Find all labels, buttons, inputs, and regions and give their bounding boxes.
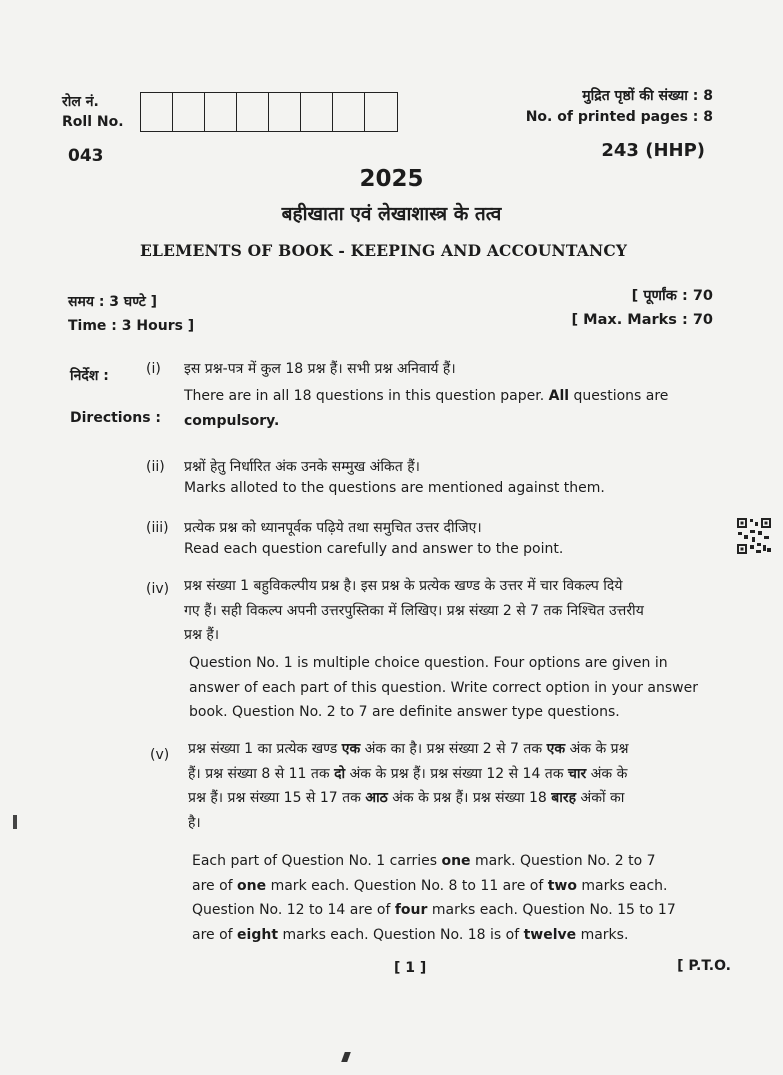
printed-pages: मुद्रित पृष्ठों की संख्या : 8 No. of printed pages : 8 [525, 88, 713, 125]
please-turn-over: [ P.T.O. [677, 958, 731, 974]
roll-number-label: रोल नं. Roll No. [62, 94, 124, 130]
direction-text-english: There are in all 18 questions in this question paper. All questions are compulsory. [184, 388, 669, 429]
qr-code-icon [736, 517, 772, 555]
directions-label: निर्देश : Directions : [70, 368, 161, 426]
direction-text-hindi: प्रश्न संख्या 1 का प्रत्येक खण्ड एक अंक का है। प्रश्न संख्या 2 से 7 तक एक अंक के प्रश्न हैं। प्रश्न संख्या 8 से 11 तक दो अंक के प्रश्न हैं। प्रश्न संख्या 12 से 14 तक चार अंक के प्रश्न हैं। प्रश्न संख्या 15 से 17 तक आठ अंक के प्रश्न हैं। प्रश्न संख्या 18 बारह अंकों का है। [188, 741, 629, 831]
subject-title-hindi: बहीखाता एवं लेखाशास्त्र के तत्व [281, 203, 502, 225]
direction-text-hindi: इस प्रश्न-पत्र में कुल 18 प्रश्न हैं। सभी प्रश्न अनिवार्य हैं। [184, 361, 456, 377]
direction-text-english: Marks alloted to the questions are mentioned against them. [184, 480, 605, 496]
roll-digit-box [205, 93, 237, 131]
direction-number: (iv) [146, 581, 170, 597]
paper-series: 243 (HHP) [601, 140, 705, 161]
roll-digit-box [269, 93, 301, 131]
roll-digit-box [301, 93, 333, 131]
page-number: [ 1 ] [394, 960, 427, 976]
direction-text-english: Question No. 1 is multiple choice question. Four options are given in answer of each part of this question. Write correct option in your answer book. Question No. 2 to 7 are definite answer type questions. [189, 655, 698, 720]
direction-number: (iii) [146, 520, 169, 536]
direction-number: (i) [146, 361, 161, 377]
roll-digit-box [173, 93, 205, 131]
direction-text-english: Read each question carefully and answer to the point. [184, 541, 564, 557]
scan-mark [13, 815, 17, 829]
subject-code: 043 [68, 146, 104, 166]
subject-title-english: ELEMENTS OF BOOK - KEEPING AND ACCOUNTANCY [140, 241, 628, 260]
direction-number: (ii) [146, 459, 165, 475]
roll-number-boxes [140, 92, 398, 132]
direction-text-hindi: प्रत्येक प्रश्न को ध्यानपूर्वक पढ़िये तथा समुचित उत्तर दीजिए। [184, 520, 482, 536]
direction-number: (v) [150, 747, 170, 763]
time-allowed: समय : 3 घण्टे ] Time : 3 Hours ] [68, 294, 195, 334]
exam-year: 2025 [359, 166, 424, 192]
roll-digit-box [237, 93, 269, 131]
direction-text-hindi: प्रश्न संख्या 1 बहुविकल्पीय प्रश्न है। इस प्रश्न के प्रत्येक खण्ड के उत्तर में चार विकल्प दिये गए हैं। सही विकल्प अपनी उत्तरपुस्तिका में लिखिए। प्रश्न संख्या 2 से 7 तक निश्चित उत्तरीय प्रश्न हैं। [184, 578, 644, 643]
max-marks: [ पूर्णांक : 70 [ Max. Marks : 70 [571, 288, 713, 328]
roll-digit-box [333, 93, 365, 131]
roll-digit-box [365, 93, 397, 131]
direction-text-english: Each part of Question No. 1 carries one mark. Question No. 2 to 7 are of one mark each. Question No. 8 to 11 are of two marks each. Question No. 12 to 14 are of four marks each. Question No. 15 to 17 are of eight marks each. Question No. 18 is of twelve marks. [192, 853, 676, 943]
scan-mark [341, 1052, 351, 1062]
roll-digit-box [141, 93, 173, 131]
direction-text-hindi: प्रश्नों हेतु निर्धारित अंक उनके सम्मुख अंकित हैं। [184, 459, 420, 475]
